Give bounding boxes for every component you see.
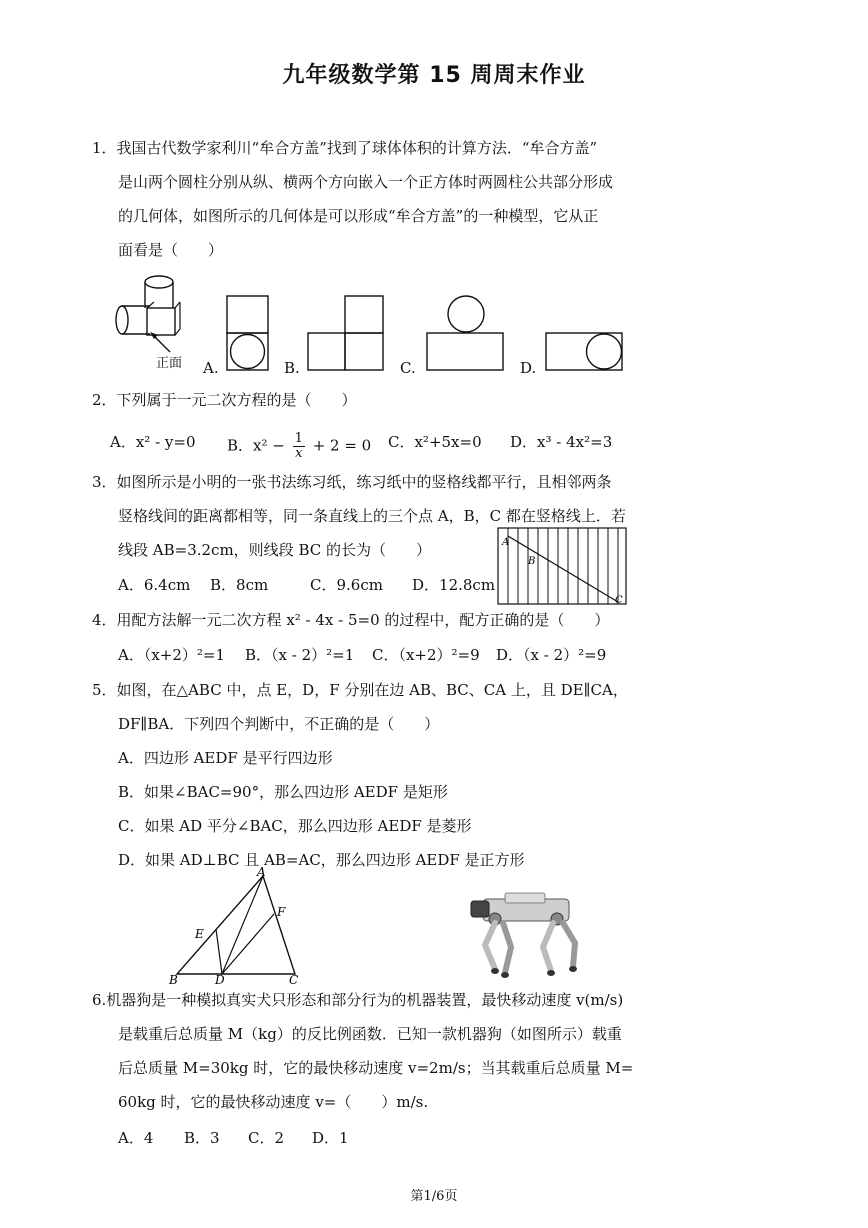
q1-line-2: 是山两个圆柱分别从纵、横两个方向嵌入一个正方体时两圆柱公共部分形成 bbox=[118, 173, 614, 191]
robot-dog-image bbox=[465, 885, 595, 985]
q6-line-3: 后总质量 M=30kg 时，它的最快移动速度 v=2m/s；当其载重后总质量 M= bbox=[118, 1059, 634, 1077]
q3-line-1: 3．如图所示是小明的一张书法练习纸，练习纸中的竖格线都平行，且相邻两条 bbox=[92, 473, 612, 491]
q1-front-label: 正面 bbox=[156, 356, 183, 371]
q6-option-b: B．3 bbox=[184, 1129, 220, 1147]
q5-option-b: B．如果∠BAC=90°，那么四边形 AEDF 是矩形 bbox=[118, 783, 448, 801]
page-footer: 第1/6页 bbox=[410, 1189, 458, 1204]
q3-line-3: 线段 AB=3.2cm，则线段 BC 的长为（ ） bbox=[118, 541, 431, 559]
q1-option-b: B. bbox=[284, 359, 300, 377]
page-title: 九年级数学第 15 周周末作业 bbox=[282, 63, 586, 88]
q2-option-b-suffix: + 2 = 0 bbox=[312, 436, 372, 455]
q2-option-c: C．x²+5x=0 bbox=[388, 433, 482, 451]
q1-option-d-figure bbox=[545, 332, 625, 374]
q1-option-a-figure bbox=[226, 295, 270, 373]
q1-option-a: A. bbox=[203, 359, 219, 377]
q5-line-2: DF∥BA．下列四个判断中，不正确的是（ ） bbox=[118, 715, 440, 733]
q2-option-a: A．x² - y=0 bbox=[110, 433, 196, 451]
q4-stem: 4．用配方法解一元二次方程 x² - 4x - 5=0 的过程中，配方正确的是（ ） bbox=[92, 611, 610, 629]
q5-label-f: F bbox=[277, 905, 286, 919]
q2-option-b-prefix: B．x² − bbox=[227, 436, 285, 455]
q5-option-d: D．如果 AD⊥BC 且 AB=AC，那么四边形 AEDF 是正方形 bbox=[118, 851, 525, 869]
q2-fraction-denominator: x bbox=[295, 446, 303, 461]
q1-option-c-figure bbox=[426, 295, 506, 373]
q2-option-d: D．x³ - 4x²=3 bbox=[510, 433, 613, 451]
q5-label-b: B bbox=[169, 973, 178, 986]
q6-option-c: C．2 bbox=[248, 1129, 285, 1147]
q5-label-d: D bbox=[215, 973, 225, 986]
q6-option-d: D．1 bbox=[312, 1129, 349, 1147]
q6-line-4: 60kg 时，它的最快移动速度 v=（ ）m/s. bbox=[118, 1093, 429, 1111]
q5-label-e: E bbox=[195, 927, 204, 941]
q1-option-c: C. bbox=[400, 359, 416, 377]
q2-fraction-numerator: 1 bbox=[294, 431, 303, 446]
q2-stem: 2．下列属于一元二次方程的是（ ） bbox=[92, 391, 357, 409]
q5-option-a: A．四边形 AEDF 是平行四边形 bbox=[118, 749, 333, 767]
q6-option-a: A．4 bbox=[118, 1129, 154, 1147]
q5-option-c: C．如果 AD 平分∠BAC，那么四边形 AEDF 是菱形 bbox=[118, 817, 472, 835]
q5-label-a: A bbox=[257, 866, 266, 879]
q5-label-c: C bbox=[289, 973, 299, 986]
q5-triangle-figure bbox=[165, 866, 310, 986]
q3-label-c: C bbox=[615, 595, 623, 606]
q1-option-b-figure bbox=[307, 295, 389, 373]
q2-option-b-fraction bbox=[293, 432, 305, 461]
q4-option-b: B．（x - 2）²=1 bbox=[245, 646, 355, 664]
q3-line-2: 竖格线间的距离都相等，同一条直线上的三个点 A，B，C 都在竖格线上．若 bbox=[118, 507, 626, 525]
q4-option-d: D．（x - 2）²=9 bbox=[496, 646, 607, 664]
q5-line-1: 5．如图，在△ABC 中，点 E，D，F 分别在边 AB、BC、CA 上，且 DE∥CA， bbox=[92, 681, 628, 699]
q3-option-a: A．6.4cm bbox=[118, 576, 191, 594]
q1-line-1: 1．我国古代数学家利川“牟合方盖”找到了球体体积的计算方法．“牟合方盖” bbox=[92, 139, 598, 157]
q6-line-1: 6.机器狗是一种模拟真实犬只形态和部分行为的机器装置，最快移动速度 v(m/s) bbox=[92, 991, 624, 1009]
q3-option-d: D．12.8cm bbox=[412, 576, 496, 594]
q3-option-c: C．9.6cm bbox=[310, 576, 383, 594]
q2-option-b bbox=[227, 432, 371, 461]
q3-option-b: B．8cm bbox=[210, 576, 269, 594]
q1-line-3: 的几何体，如图所示的几何体是可以形成“牟合方盖”的一种模型，它从正 bbox=[118, 207, 599, 225]
q3-grid-figure bbox=[497, 527, 629, 607]
q3-label-b: B bbox=[528, 556, 536, 567]
q3-label-a: A bbox=[502, 537, 510, 548]
q4-option-a: A．（x+2）²=1 bbox=[118, 646, 226, 664]
q1-option-d: D. bbox=[520, 359, 537, 377]
q1-line-4: 面看是（ ） bbox=[118, 241, 224, 259]
q4-option-c: C．（x+2）²=9 bbox=[372, 646, 480, 664]
q6-line-2: 是载重后总质量 M（kg）的反比例函数．已知一款机器狗（如图所示）载重 bbox=[118, 1025, 622, 1043]
q1-model-figure bbox=[110, 270, 200, 375]
